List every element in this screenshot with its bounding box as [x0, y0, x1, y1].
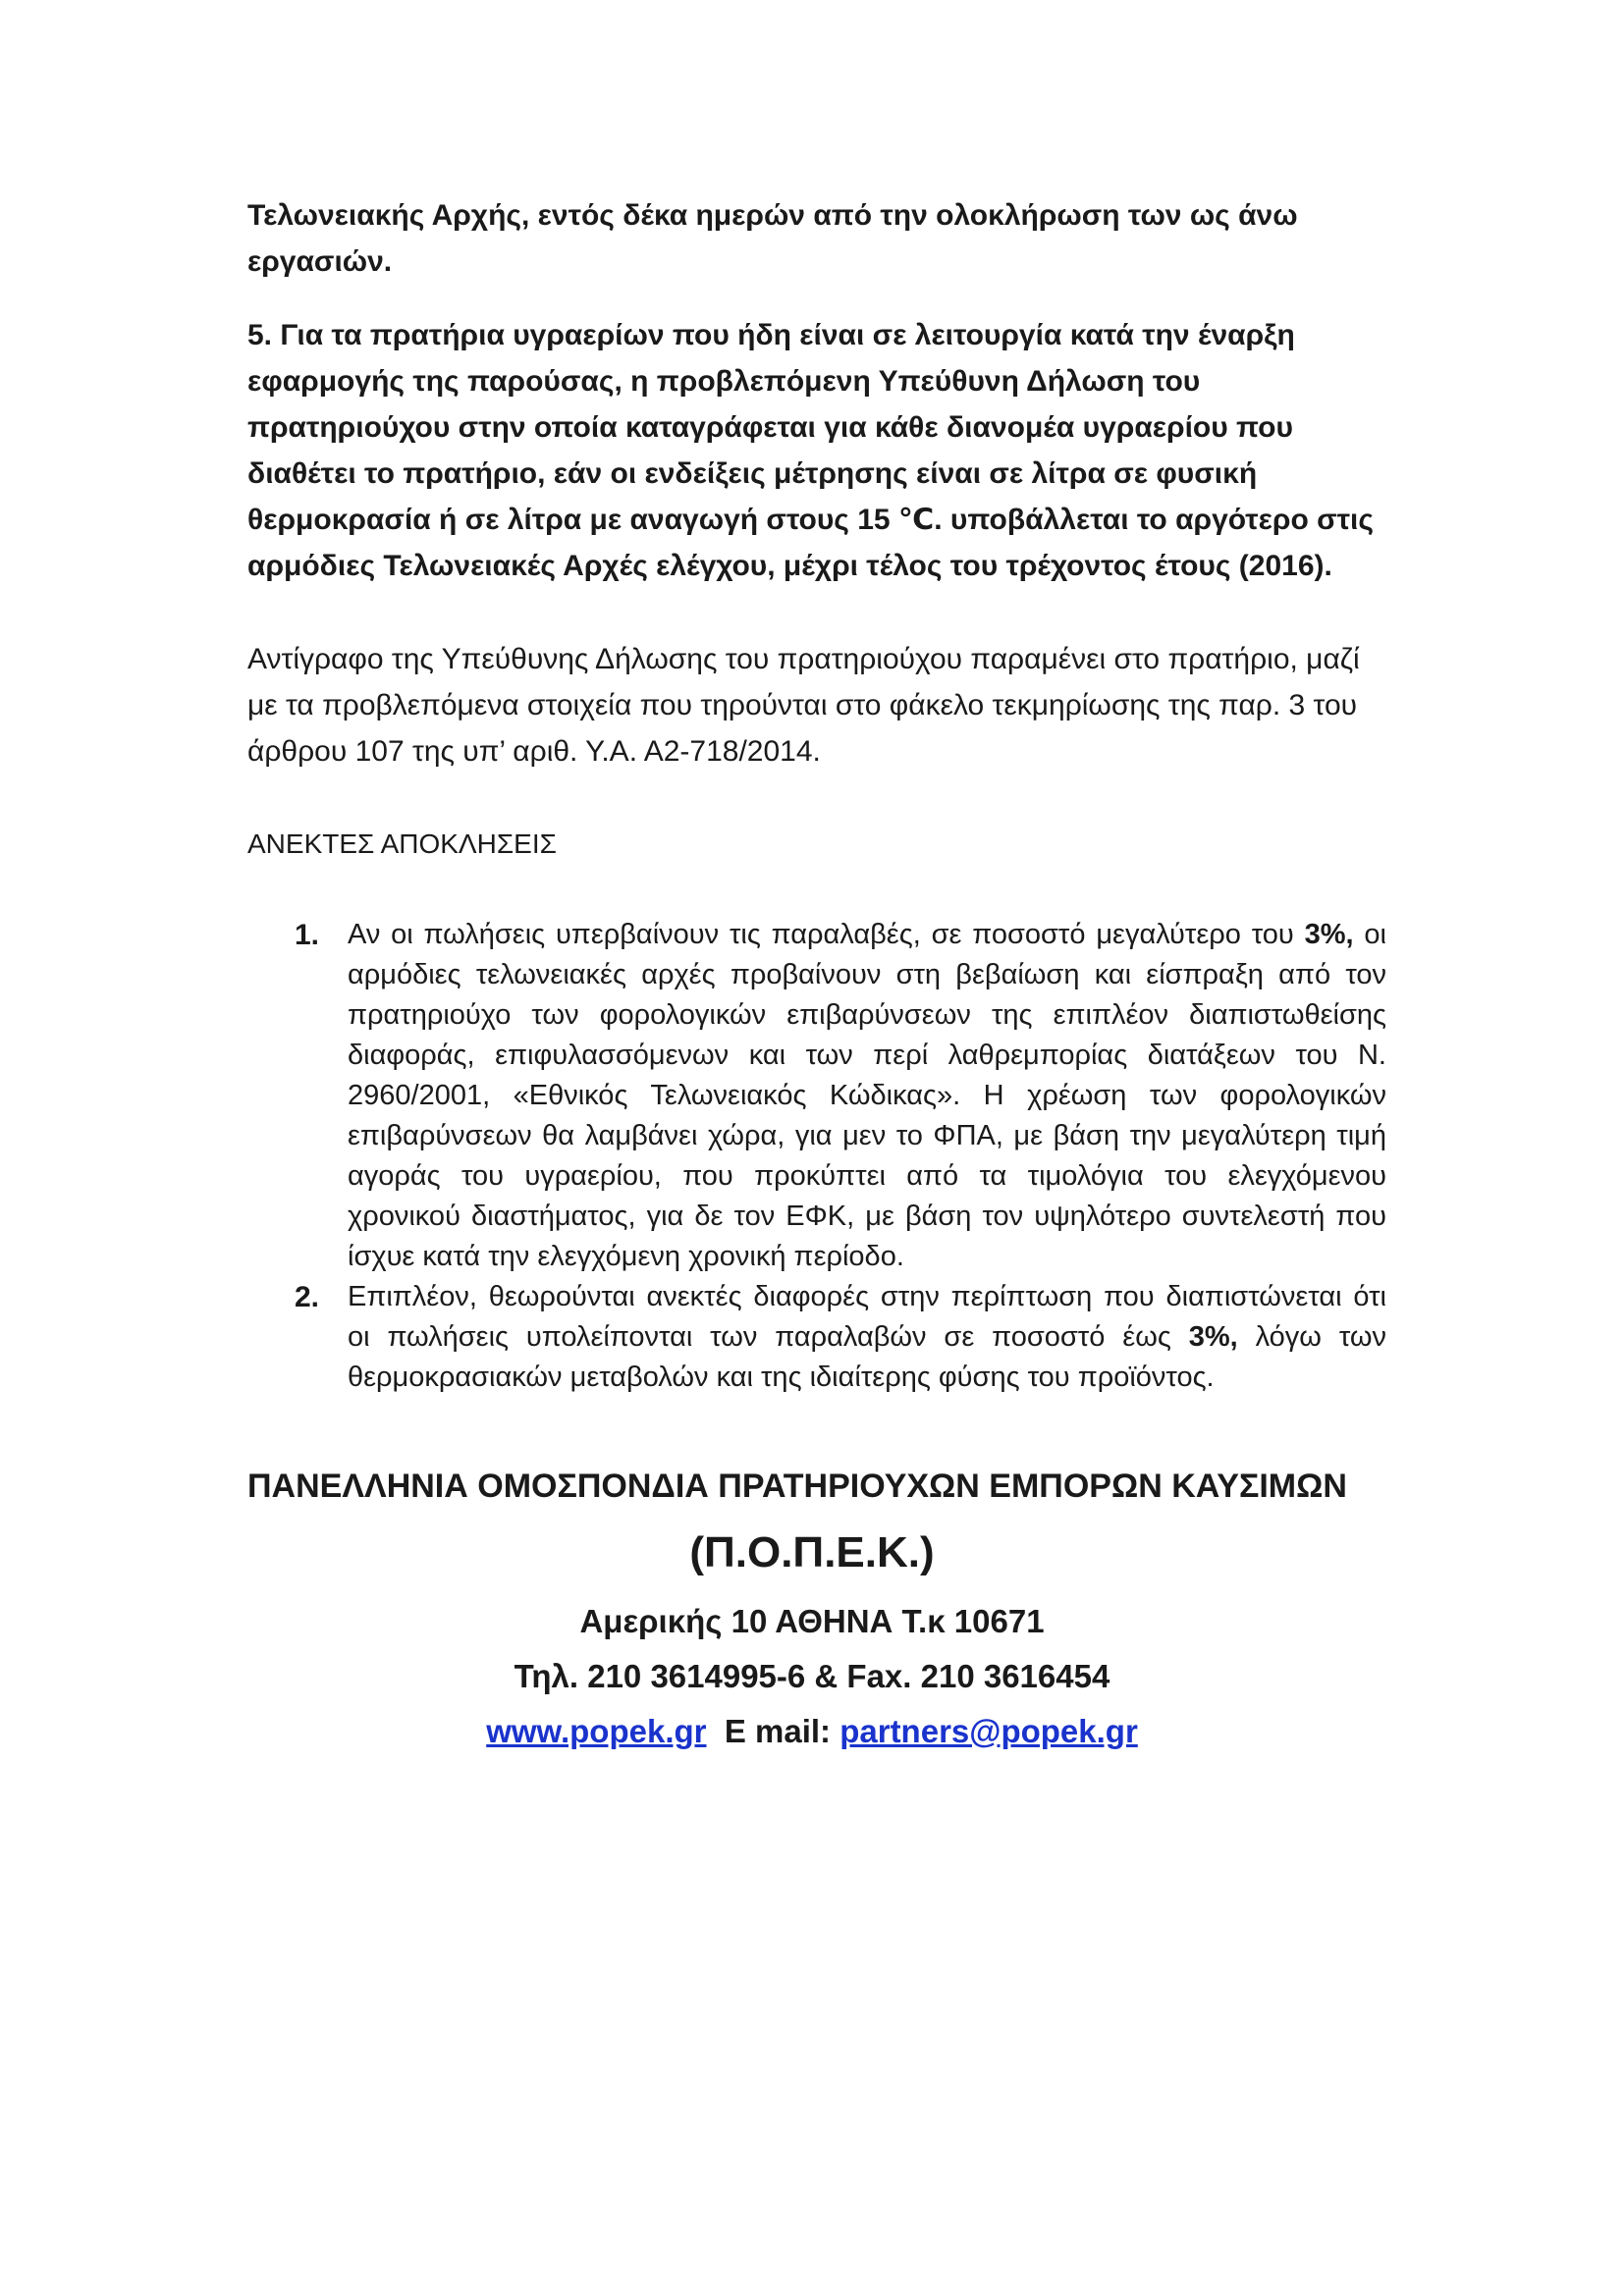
- section-heading-tolerances: ΑΝΕΚΤΕΣ ΑΠΟΚΛΗΣΕΙΣ: [247, 828, 557, 859]
- organization-name: ΠΑΝΕΛΛΗΝΙΑ ΟΜΟΣΠΟΝΔΙΑ ΠΡΑΤΗΡΙΟΥΧΩΝ ΕΜΠΟΡΩΝ ΚΑΥΣΙΜΩΝ: [247, 1468, 1347, 1505]
- organization-address: Αμερικής 10 ΑΘΗΝΑ Τ.κ 10671: [579, 1603, 1045, 1639]
- list-item-text: Αν οι πωλήσεις υπερβαίνουν τις παραλαβές, σε ποσοστό μεγαλύτερο του: [348, 919, 1305, 950]
- organization-abbreviation: (Π.Ο.Π.Ε.Κ.): [689, 1528, 935, 1576]
- paragraph-5: 5. Για τα πρατήρια υγραερίων που ήδη είναι σε λειτουργία κατά την έναρξη εφαρμογής της παρούσας, η προβλεπόμενη Υπεύθυνη Δήλωση του πρατηριούχου στην οποία καταγράφεται για κάθε διανομέα υγραερίου που διαθέτει το πρατήριο, εάν οι ενδείξεις μέτρησης είναι σε λίτρα σε φυσική θερμοκρασία ή σε λίτρα με αναγωγή στους 15 ℃. υποβάλλεται το αργότερο στις αρμόδιες Τελωνειακές Αρχές ελέγχου, μέχρι τέλος του τρέχοντος έτους (2016).: [247, 319, 1374, 582]
- tolerance-list: [295, 915, 1386, 1398]
- intro-paragraph: Τελωνειακής Αρχής, εντός δέκα ημερών από την ολοκλήρωση των ως άνω εργασιών.: [247, 199, 1298, 278]
- email-link[interactable]: partners@popek.gr: [839, 1713, 1138, 1749]
- list-item-text: Επιπλέον, θεωρούνται ανεκτές διαφορές στην περίπτωση που διαπιστώνεται ότι οι πωλήσεις υπολείπονται των παραλαβών σε ποσοστό έως: [348, 1281, 1386, 1353]
- copy-paragraph: Αντίγραφο της Υπεύθυνης Δήλωσης του πρατηριούχου παραμένει στο πρατήριο, μαζί με τα προβλεπόμενα στοιχεία που τηρούνται στο φάκελο τεκμηρίωσης της παρ. 3 του άρθρου 107 της υπ’ αριθ. Υ.Α. Α2-718/2014.: [247, 643, 1360, 768]
- list-item-text: λόγω των θερμοκρασιακών μεταβολών και της ιδιαίτερης φύσης του προϊόντος.: [348, 1321, 1387, 1393]
- list-item-text: οι αρμόδιες τελωνειακές αρχές προβαίνουν στη βεβαίωση και είσπραξη από τον πρατηριούχο των φορολογικών επιβαρύνσεων της επιπλέον διαπιστωθείσης διαφοράς, επιφυλασσόμενων και των περί λαθρεμπορίας διατάξεων του Ν. 2960/2001, «Εθνικός Τελωνειακός Κώδικας». Η χρέωση των φορολογικών επιβαρύνσεων θα λαμβάνει χώρα, για μεν το ΦΠΑ, με βάση την μεγαλύτερη τιμή αγοράς του υγραερίου, που προκύπτει από τα τιμολόγια του ελεγχόμενου χρονικού διαστήματος, για δε τον ΕΦΚ, με βάση τον υψηλότερο συντελεστή που ίσχυε κατά την ελεγχόμενη χρονική περίοδο.: [348, 919, 1386, 1272]
- organization-phone-fax: Τηλ. 210 3614995-6 & Fax. 210 3616454: [514, 1658, 1110, 1694]
- list-item: [295, 1277, 1386, 1398]
- list-item-number: 2.: [295, 1281, 320, 1313]
- list-item-bold-percent: 3%,: [1188, 1321, 1238, 1353]
- website-link[interactable]: www.popek.gr: [486, 1713, 707, 1749]
- list-item-bold-percent: 3%,: [1304, 919, 1354, 950]
- list-item-number: 1.: [295, 919, 320, 951]
- email-label: E mail:: [706, 1713, 840, 1749]
- list-item: [295, 915, 1386, 1277]
- organization-contact-links: [196, 1708, 1428, 1755]
